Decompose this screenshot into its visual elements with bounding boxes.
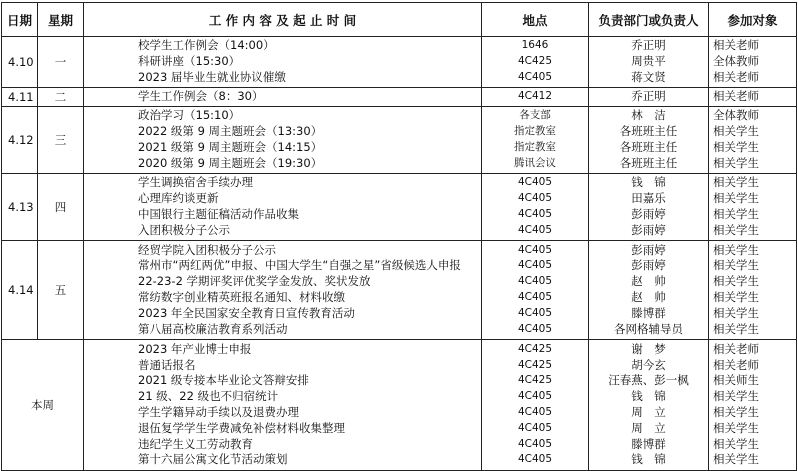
header-content: 工 作 内 容 及 起 止 时 间: [84, 3, 482, 37]
participants-cell: [709, 107, 797, 174]
location-item: 4C425: [517, 374, 553, 387]
table-row: [2, 174, 797, 241]
location-item: 1646: [521, 39, 549, 52]
participants-item: 全体教师: [713, 54, 759, 69]
work-item: 校学生工作例会（14:00）: [138, 38, 275, 53]
location-cell: [482, 37, 589, 88]
work-item: 2022 级第 9 周主题班会（13:30）: [138, 124, 323, 139]
responsible-item: 汪春燕、彭一枫: [608, 373, 689, 388]
header-location: 地点: [482, 3, 589, 37]
responsible-cell: [589, 241, 709, 340]
table-row: [2, 241, 797, 340]
location-cell: [482, 340, 589, 471]
participants-item: 相关学生: [713, 124, 759, 139]
location-cell: [482, 241, 589, 340]
responsible-item: 林 洁: [631, 108, 666, 123]
work-item: 科研讲座（15:30）: [138, 54, 241, 69]
participants-item: 相关学生: [713, 140, 759, 154]
work-item: 常州市“两红两优”申报、中国大学生“自强之星”省级候选人申报: [138, 258, 461, 273]
responsible-item: 乔正明: [631, 38, 666, 53]
header-weekday: 星期: [38, 3, 84, 37]
location-item: 4C405: [517, 291, 553, 303]
work-item: 政治学习（15:10）: [138, 108, 241, 123]
weekday-cell: 三: [38, 107, 84, 174]
work-item: 2023 年全民国家安全教育日宣传教育活动: [138, 305, 355, 320]
location-cell: [482, 88, 589, 107]
work-item: 第八届高校廉洁教育系列活动: [138, 321, 288, 336]
location-item: 各支部: [519, 109, 551, 122]
participants-item: 相关学生: [713, 207, 759, 221]
location-item: 4C405: [517, 243, 553, 256]
participants-item: 相关学生: [713, 305, 759, 320]
responsible-item: 滕博群: [631, 436, 666, 451]
location-item: 4C405: [517, 306, 553, 319]
work-item: 退伍复学学生学费减免补偿材料收集整理: [138, 420, 345, 435]
table-row: [2, 107, 797, 174]
weekday-cell: 二: [38, 88, 84, 107]
location-item: 4C405: [517, 406, 553, 418]
location-item: 4C405: [517, 437, 553, 450]
table-row: [2, 340, 797, 471]
participants-item: 相关老师: [713, 357, 759, 372]
participants-item: 相关学生: [713, 155, 759, 170]
work-item: 学生工作例会（8：30）: [138, 89, 264, 104]
responsible-item: 彭雨婷: [631, 222, 666, 237]
participants-item: 相关学生: [713, 175, 759, 190]
date-cell: 4.14: [2, 241, 38, 340]
responsible-cell: [589, 174, 709, 241]
participants-item: 相关老师: [713, 89, 759, 104]
date-cell: 4.10: [2, 37, 38, 88]
work-cell: [84, 107, 482, 174]
location-item: 4C425: [517, 342, 553, 355]
location-item: 4C405: [517, 176, 553, 189]
participants-item: 相关老师: [713, 69, 759, 84]
weekday-cell: 一: [38, 37, 84, 88]
date-cell: 本周: [2, 340, 84, 471]
participants-item: 相关学生: [713, 321, 759, 336]
responsible-item: 彭雨婷: [631, 207, 666, 221]
responsible-cell: [589, 88, 709, 107]
responsible-item: 田嘉乐: [631, 191, 666, 206]
work-item: 2021 级专接本毕业论文答辩安排: [138, 373, 309, 388]
location-item: 4C405: [517, 208, 553, 220]
location-item: 4C405: [517, 192, 553, 205]
location-item: 4C405: [517, 390, 553, 403]
header-responsible: 负责部门或负责人: [589, 3, 709, 37]
location-item: 指定教室: [514, 141, 556, 153]
responsible-item: 各班班主任: [619, 155, 678, 170]
responsible-item: 钱 锦: [631, 389, 666, 404]
work-item: 2023 年产业博士申报: [138, 341, 252, 356]
participants-item: 相关学生: [713, 452, 759, 467]
location-item: 4C425: [517, 358, 553, 371]
responsible-item: 滕博群: [631, 305, 666, 320]
work-item: 21 级、22 级也不归宿统计: [138, 389, 279, 404]
location-item: 腾讯会议: [514, 156, 556, 169]
work-item: 2020 级第 9 周主题班会（19:30）: [138, 155, 323, 170]
weekday-cell: 五: [38, 241, 84, 340]
participants-cell: [709, 241, 797, 340]
responsible-item: 周贵平: [631, 54, 666, 69]
date-cell: 4.11: [2, 88, 38, 107]
participants-cell: [709, 88, 797, 107]
location-item: 4C405: [517, 223, 553, 236]
participants-item: 全体教师: [713, 108, 759, 123]
work-cell: [84, 174, 482, 241]
participants-item: 相关老师: [713, 38, 759, 53]
header-participants: 参加对象: [709, 3, 797, 37]
work-item: 入团积极分子公示: [138, 222, 230, 237]
location-item: 4C412: [517, 90, 553, 103]
responsible-item: 蒋文贤: [631, 69, 666, 84]
work-item: 2023 届毕业生就业协议催缴: [138, 69, 286, 84]
responsible-item: 各班班主任: [619, 140, 678, 154]
responsible-item: 赵 帅: [631, 290, 666, 304]
responsible-item: 周 立: [631, 405, 666, 419]
responsible-item: 各网格辅导员: [614, 321, 683, 336]
participants-item: 相关老师: [713, 341, 759, 356]
participants-cell: [709, 340, 797, 471]
responsible-item: 周 立: [631, 420, 666, 435]
work-cell: [84, 88, 482, 107]
location-item: 4C405: [517, 259, 553, 272]
participants-item: 相关学生: [713, 389, 759, 404]
responsible-cell: [589, 107, 709, 174]
work-item: 经贸学院入团积极分子公示: [138, 242, 276, 257]
work-cell: [84, 340, 482, 471]
participants-item: 相关学生: [713, 274, 759, 289]
participants-item: 相关学生: [713, 436, 759, 451]
header-date: 日期: [2, 3, 38, 37]
work-item: 2021 级第 9 周主题班会（14:15）: [138, 140, 323, 154]
table-row: [2, 88, 797, 107]
work-item: 违纪学生义工劳动教育: [138, 436, 253, 451]
location-cell: [482, 107, 589, 174]
work-item: 学生调换宿舍手续办理: [138, 175, 253, 190]
responsible-item: 钱 锦: [631, 452, 666, 467]
weekday-cell: 四: [38, 174, 84, 241]
work-item: 常纺数字创业精英班报名通知、材料收缴: [138, 290, 345, 304]
responsible-cell: [589, 340, 709, 471]
header-row: [2, 3, 797, 37]
participants-item: 相关学生: [713, 420, 759, 435]
location-item: 4C405: [517, 70, 553, 83]
location-item: 4C405: [517, 421, 553, 434]
date-cell: 4.12: [2, 107, 38, 174]
work-item: 普通话报名: [138, 357, 196, 372]
participants-cell: [709, 174, 797, 241]
location-item: 4C425: [517, 55, 553, 68]
location-item: 4C405: [517, 275, 553, 288]
participants-cell: [709, 37, 797, 88]
participants-item: 相关学生: [713, 405, 759, 419]
location-cell: [482, 174, 589, 241]
weekly-schedule-table: [1, 2, 797, 471]
responsible-item: 彭雨婷: [631, 242, 666, 257]
work-cell: [84, 37, 482, 88]
participants-item: 相关学生: [713, 258, 759, 273]
table-row: [2, 37, 797, 88]
work-item: 学生学籍异动手续以及退费办理: [138, 405, 299, 419]
responsible-item: 钱 锦: [631, 175, 666, 190]
work-item: 第十六届公寓文化节活动策划: [138, 452, 288, 467]
location-item: 4C405: [517, 322, 553, 335]
responsible-item: 彭雨婷: [631, 258, 666, 273]
work-cell: [84, 241, 482, 340]
responsible-item: 乔正明: [631, 89, 666, 104]
date-cell: 4.13: [2, 174, 38, 241]
responsible-item: 谢 梦: [631, 341, 666, 356]
participants-item: 相关师生: [713, 373, 759, 388]
location-item: 4C405: [517, 453, 553, 466]
participants-item: 相关学生: [713, 242, 759, 257]
location-item: 指定教室: [514, 125, 556, 138]
responsible-item: 赵 帅: [631, 274, 666, 289]
work-item: 22-23-2 学期评奖评优奖学金发放、奖状发放: [138, 274, 371, 289]
participants-item: 相关学生: [713, 290, 759, 304]
work-item: 中国银行主题征稿活动作品收集: [138, 207, 299, 221]
participants-item: 相关学生: [713, 222, 759, 237]
responsible-cell: [589, 37, 709, 88]
participants-item: 相关学生: [713, 191, 759, 206]
responsible-item: 胡今玄: [631, 357, 666, 372]
work-item: 心理库约谈更新: [138, 191, 219, 206]
responsible-item: 各班班主任: [619, 124, 678, 139]
